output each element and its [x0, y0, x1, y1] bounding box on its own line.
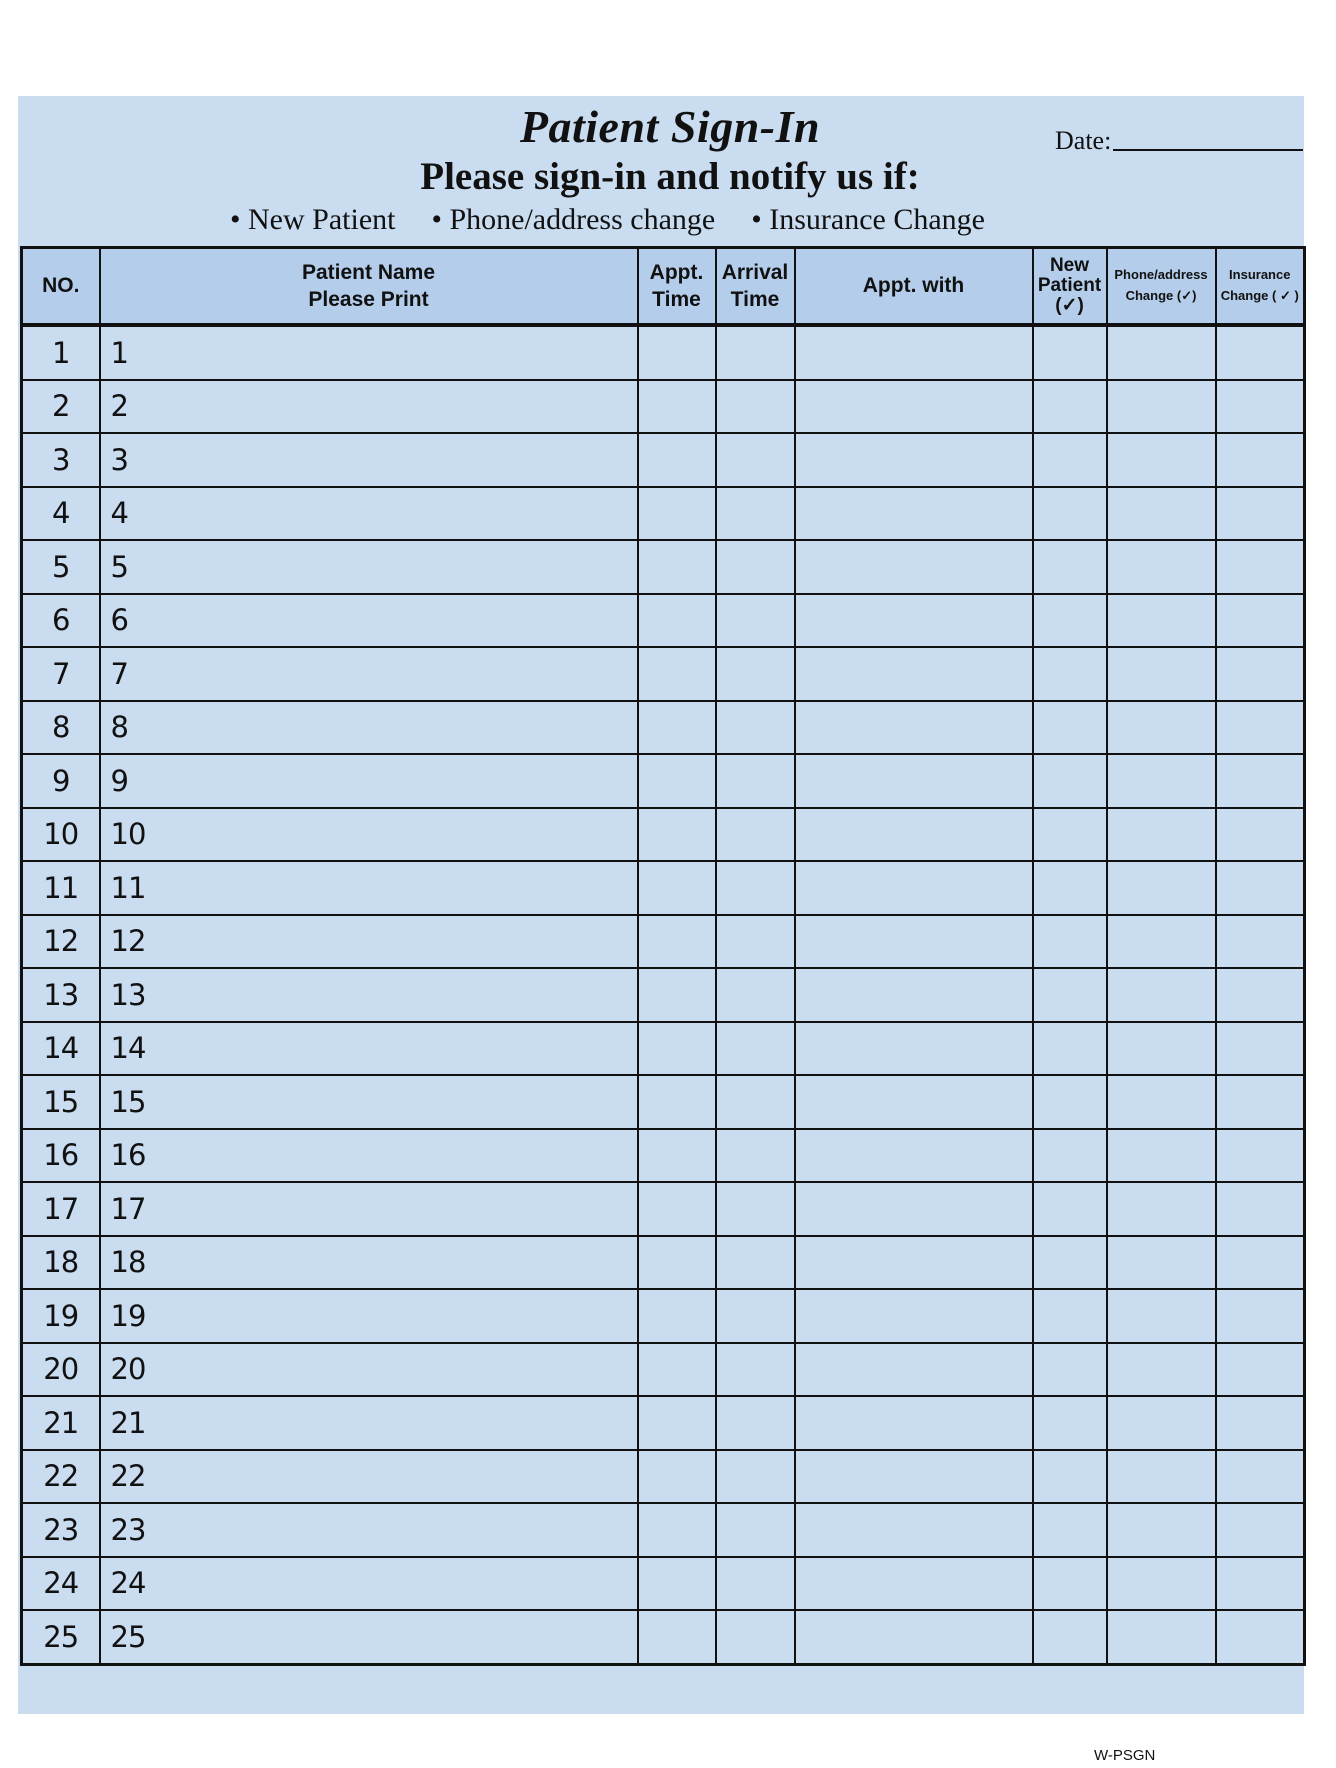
table-row — [22, 325, 1305, 380]
appt-with-field[interactable] — [795, 433, 1033, 487]
phone-address-change-checkbox[interactable] — [1107, 915, 1216, 969]
appt-time-field[interactable] — [638, 1182, 716, 1236]
insurance-change-checkbox[interactable] — [1216, 433, 1305, 487]
phone-address-change-checkbox[interactable] — [1107, 1182, 1216, 1236]
phone-address-change-checkbox[interactable] — [1107, 968, 1216, 1022]
arrival-time-field[interactable] — [716, 325, 795, 380]
phone-address-change-checkbox[interactable] — [1107, 1236, 1216, 1290]
row-number-cell: 25 — [22, 1610, 100, 1664]
table-row — [22, 808, 1305, 862]
row-number-cell: 13 — [22, 968, 100, 1022]
patient-name-field[interactable]: 9 — [100, 754, 638, 808]
appt-with-field[interactable] — [795, 968, 1033, 1022]
arrival-time-field[interactable] — [716, 487, 795, 541]
arrival-time-field[interactable] — [716, 754, 795, 808]
row-number-cell: 15 — [22, 1075, 100, 1129]
row-number-cell: 7 — [22, 647, 100, 701]
appt-time-field[interactable] — [638, 433, 716, 487]
row-number-cell: 21 — [22, 1396, 100, 1450]
row-number-cell: 4 — [22, 487, 100, 541]
row-number-cell: 5 — [22, 540, 100, 594]
patient-name-field[interactable]: 18 — [100, 1236, 638, 1290]
new-patient-checkbox[interactable] — [1033, 701, 1107, 755]
appt-with-field[interactable] — [795, 861, 1033, 915]
new-patient-checkbox[interactable] — [1033, 380, 1107, 434]
table-row — [22, 1022, 1305, 1076]
arrival-time-field[interactable] — [716, 701, 795, 755]
phone-address-change-checkbox[interactable] — [1107, 487, 1216, 541]
table-header-row — [22, 248, 1305, 326]
appt-time-field[interactable] — [638, 861, 716, 915]
insurance-change-checkbox[interactable] — [1216, 861, 1305, 915]
appt-with-field[interactable] — [795, 1396, 1033, 1450]
table-row — [22, 915, 1305, 969]
patient-name-field[interactable]: 14 — [100, 1022, 638, 1076]
appt-with-field[interactable] — [795, 1022, 1033, 1076]
insurance-change-checkbox[interactable] — [1216, 487, 1305, 541]
appt-time-field[interactable] — [638, 754, 716, 808]
table-row — [22, 1289, 1305, 1343]
row-number-cell: 6 — [22, 594, 100, 648]
column-header-new-patient: New Patient (✓) — [1033, 248, 1107, 326]
patient-name-field[interactable]: 11 — [100, 861, 638, 915]
table-row — [22, 1182, 1305, 1236]
phone-address-change-checkbox[interactable] — [1107, 1022, 1216, 1076]
phone-address-change-checkbox[interactable] — [1107, 701, 1216, 755]
appt-with-field[interactable] — [795, 1129, 1033, 1183]
row-number-cell: 18 — [22, 1236, 100, 1290]
row-number-cell: 16 — [22, 1129, 100, 1183]
row-number-cell: 23 — [22, 1503, 100, 1557]
appt-with-field[interactable] — [795, 808, 1033, 862]
table-row — [22, 1343, 1305, 1397]
arrival-time-field[interactable] — [716, 1450, 795, 1504]
new-patient-checkbox[interactable] — [1033, 1557, 1107, 1611]
insurance-change-checkbox[interactable] — [1216, 808, 1305, 862]
insurance-change-checkbox[interactable] — [1216, 1610, 1305, 1664]
table-row — [22, 647, 1305, 701]
appt-time-field[interactable] — [638, 380, 716, 434]
appt-with-field[interactable] — [795, 1610, 1033, 1664]
appt-time-field[interactable] — [638, 1557, 716, 1611]
appt-with-field[interactable] — [795, 1557, 1033, 1611]
phone-address-change-checkbox[interactable] — [1107, 1075, 1216, 1129]
phone-address-change-checkbox[interactable] — [1107, 1450, 1216, 1504]
phone-address-change-checkbox[interactable] — [1107, 1557, 1216, 1611]
patient-name-field[interactable]: 1 — [100, 325, 638, 380]
appt-with-field[interactable] — [795, 647, 1033, 701]
column-header-phone-address-change: Phone/address Change (✓) — [1107, 248, 1216, 326]
patient-name-field[interactable]: 22 — [100, 1450, 638, 1504]
appt-time-field[interactable] — [638, 701, 716, 755]
phone-address-change-checkbox[interactable] — [1107, 647, 1216, 701]
insurance-change-checkbox[interactable] — [1216, 1396, 1305, 1450]
table-row — [22, 1075, 1305, 1129]
new-patient-checkbox[interactable] — [1033, 1343, 1107, 1397]
new-patient-checkbox[interactable] — [1033, 1022, 1107, 1076]
table-row — [22, 1557, 1305, 1611]
row-number-cell: 24 — [22, 1557, 100, 1611]
appt-time-field[interactable] — [638, 1343, 716, 1397]
column-header-no: NO. — [22, 248, 100, 326]
phone-address-change-checkbox[interactable] — [1107, 1289, 1216, 1343]
date-field[interactable] — [1055, 126, 1303, 156]
appt-time-field[interactable] — [638, 1129, 716, 1183]
table-row — [22, 1129, 1305, 1183]
arrival-time-field[interactable] — [716, 1236, 795, 1290]
appt-time-field[interactable] — [638, 1289, 716, 1343]
arrival-time-field[interactable] — [716, 1396, 795, 1450]
insurance-change-checkbox[interactable] — [1216, 1503, 1305, 1557]
table-row — [22, 1450, 1305, 1504]
patient-name-field[interactable]: 15 — [100, 1075, 638, 1129]
arrival-time-field[interactable] — [716, 540, 795, 594]
appt-time-field[interactable] — [638, 540, 716, 594]
appt-with-field[interactable] — [795, 1236, 1033, 1290]
notify-item-phone-address: • Phone/address change — [431, 203, 716, 236]
phone-address-change-checkbox[interactable] — [1107, 380, 1216, 434]
phone-address-change-checkbox[interactable] — [1107, 594, 1216, 648]
appt-with-field[interactable] — [795, 594, 1033, 648]
patient-name-field[interactable]: 19 — [100, 1289, 638, 1343]
new-patient-checkbox[interactable] — [1033, 861, 1107, 915]
column-header-patient-name: Patient Name Please Print — [100, 248, 638, 326]
patient-name-field[interactable]: 10 — [100, 808, 638, 862]
row-number-cell: 8 — [22, 701, 100, 755]
column-header-insurance-change: Insurance Change ( ✓ ) — [1216, 248, 1305, 326]
appt-with-field[interactable] — [795, 1182, 1033, 1236]
new-patient-checkbox[interactable] — [1033, 915, 1107, 969]
insurance-change-checkbox[interactable] — [1216, 380, 1305, 434]
new-patient-checkbox[interactable] — [1033, 325, 1107, 380]
arrival-time-field[interactable] — [716, 647, 795, 701]
date-label: Date: — [1055, 126, 1112, 155]
new-patient-checkbox[interactable] — [1033, 594, 1107, 648]
arrival-time-field[interactable] — [716, 1075, 795, 1129]
appt-with-field[interactable] — [795, 701, 1033, 755]
row-number-cell: 11 — [22, 861, 100, 915]
new-patient-checkbox[interactable] — [1033, 1075, 1107, 1129]
patient-name-field[interactable]: 23 — [100, 1503, 638, 1557]
row-number-cell: 20 — [22, 1343, 100, 1397]
phone-address-change-checkbox[interactable] — [1107, 1610, 1216, 1664]
arrival-time-field[interactable] — [716, 968, 795, 1022]
notify-item-insurance: • Insurance Change — [751, 203, 985, 236]
appt-time-field[interactable] — [638, 325, 716, 380]
insurance-change-checkbox[interactable] — [1216, 594, 1305, 648]
column-header-appt-time: Appt. Time — [638, 248, 716, 326]
insurance-change-checkbox[interactable] — [1216, 647, 1305, 701]
table-row — [22, 701, 1305, 755]
insurance-change-checkbox[interactable] — [1216, 1129, 1305, 1183]
appt-time-field[interactable] — [638, 1396, 716, 1450]
arrival-time-field[interactable] — [716, 1182, 795, 1236]
table-row — [22, 861, 1305, 915]
patient-name-field[interactable]: 2 — [100, 380, 638, 434]
new-patient-checkbox[interactable] — [1033, 754, 1107, 808]
arrival-time-field[interactable] — [716, 915, 795, 969]
arrival-time-field[interactable] — [716, 1129, 795, 1183]
table-row — [22, 754, 1305, 808]
table-row — [22, 1396, 1305, 1450]
phone-address-change-checkbox[interactable] — [1107, 325, 1216, 380]
new-patient-checkbox[interactable] — [1033, 1129, 1107, 1183]
insurance-change-checkbox[interactable] — [1216, 915, 1305, 969]
appt-with-field[interactable] — [795, 540, 1033, 594]
arrival-time-field[interactable] — [716, 594, 795, 648]
appt-with-field[interactable] — [795, 1343, 1033, 1397]
new-patient-checkbox[interactable] — [1033, 647, 1107, 701]
patient-name-field[interactable]: 6 — [100, 594, 638, 648]
patient-name-field[interactable]: 12 — [100, 915, 638, 969]
sign-in-table — [20, 246, 1306, 1666]
appt-time-field[interactable] — [638, 594, 716, 648]
new-patient-checkbox[interactable] — [1033, 1503, 1107, 1557]
patient-name-field[interactable]: 4 — [100, 487, 638, 541]
table-row — [22, 1236, 1305, 1290]
patient-name-field[interactable]: 17 — [100, 1182, 638, 1236]
insurance-change-checkbox[interactable] — [1216, 1343, 1305, 1397]
table-row — [22, 433, 1305, 487]
new-patient-checkbox[interactable] — [1033, 968, 1107, 1022]
new-patient-checkbox[interactable] — [1033, 540, 1107, 594]
appt-time-field[interactable] — [638, 1450, 716, 1504]
appt-with-field[interactable] — [795, 915, 1033, 969]
appt-time-field[interactable] — [638, 1022, 716, 1076]
table-row — [22, 1503, 1305, 1557]
new-patient-checkbox[interactable] — [1033, 1289, 1107, 1343]
row-number-cell: 14 — [22, 1022, 100, 1076]
arrival-time-field[interactable] — [716, 1610, 795, 1664]
table-row — [22, 594, 1305, 648]
appt-with-field[interactable] — [795, 325, 1033, 380]
phone-address-change-checkbox[interactable] — [1107, 754, 1216, 808]
phone-address-change-checkbox[interactable] — [1107, 1503, 1216, 1557]
row-number-cell: 3 — [22, 433, 100, 487]
row-number-cell: 12 — [22, 915, 100, 969]
appt-with-field[interactable] — [795, 1503, 1033, 1557]
form-subtitle: Please sign-in and notify us if: — [420, 155, 920, 198]
table-row — [22, 1610, 1305, 1664]
row-number-cell: 17 — [22, 1182, 100, 1236]
patient-name-field[interactable]: 7 — [100, 647, 638, 701]
insurance-change-checkbox[interactable] — [1216, 325, 1305, 380]
row-number-cell: 10 — [22, 808, 100, 862]
notify-item-new-patient: • New Patient — [230, 203, 396, 236]
insurance-change-checkbox[interactable] — [1216, 1075, 1305, 1129]
arrival-time-field[interactable] — [716, 1557, 795, 1611]
patient-name-field[interactable]: 8 — [100, 701, 638, 755]
patient-name-field[interactable]: 3 — [100, 433, 638, 487]
arrival-time-field[interactable] — [716, 380, 795, 434]
row-number-cell: 19 — [22, 1289, 100, 1343]
phone-address-change-checkbox[interactable] — [1107, 1343, 1216, 1397]
date-input-line[interactable] — [1113, 149, 1303, 151]
phone-address-change-checkbox[interactable] — [1107, 540, 1216, 594]
insurance-change-checkbox[interactable] — [1216, 1557, 1305, 1611]
insurance-change-checkbox[interactable] — [1216, 754, 1305, 808]
appt-time-field[interactable] — [638, 915, 716, 969]
new-patient-checkbox[interactable] — [1033, 1610, 1107, 1664]
form-title: Patient Sign-In — [519, 101, 821, 152]
phone-address-change-checkbox[interactable] — [1107, 1129, 1216, 1183]
insurance-change-checkbox[interactable] — [1216, 1022, 1305, 1076]
insurance-change-checkbox[interactable] — [1216, 1182, 1305, 1236]
patient-name-field[interactable]: 21 — [100, 1396, 638, 1450]
table-row — [22, 380, 1305, 434]
appt-time-field[interactable] — [638, 1236, 716, 1290]
arrival-time-field[interactable] — [716, 1289, 795, 1343]
appt-time-field[interactable] — [638, 1610, 716, 1664]
form-code: W-PSGN — [1094, 1747, 1156, 1764]
arrival-time-field[interactable] — [716, 1503, 795, 1557]
appt-with-field[interactable] — [795, 487, 1033, 541]
insurance-change-checkbox[interactable] — [1216, 1236, 1305, 1290]
patient-name-field[interactable]: 25 — [100, 1610, 638, 1664]
appt-time-field[interactable] — [638, 1075, 716, 1129]
appt-time-field[interactable] — [638, 1503, 716, 1557]
new-patient-checkbox[interactable] — [1033, 433, 1107, 487]
arrival-time-field[interactable] — [716, 861, 795, 915]
new-patient-checkbox[interactable] — [1033, 808, 1107, 862]
phone-address-change-checkbox[interactable] — [1107, 1396, 1216, 1450]
patient-name-field[interactable]: 24 — [100, 1557, 638, 1611]
appt-time-field[interactable] — [638, 968, 716, 1022]
row-number-cell: 1 — [22, 325, 100, 380]
column-header-appt-with: Appt. with — [795, 248, 1033, 326]
insurance-change-checkbox[interactable] — [1216, 540, 1305, 594]
appt-time-field[interactable] — [638, 487, 716, 541]
phone-address-change-checkbox[interactable] — [1107, 808, 1216, 862]
row-number-cell: 22 — [22, 1450, 100, 1504]
insurance-change-checkbox[interactable] — [1216, 1450, 1305, 1504]
column-header-arrival-time: Arrival Time — [716, 248, 795, 326]
patient-name-field[interactable]: 13 — [100, 968, 638, 1022]
appt-with-field[interactable] — [795, 754, 1033, 808]
patient-name-field[interactable]: 5 — [100, 540, 638, 594]
arrival-time-field[interactable] — [716, 808, 795, 862]
row-number-cell: 9 — [22, 754, 100, 808]
new-patient-checkbox[interactable] — [1033, 1182, 1107, 1236]
new-patient-checkbox[interactable] — [1033, 1396, 1107, 1450]
table-row — [22, 487, 1305, 541]
patient-name-field[interactable]: 20 — [100, 1343, 638, 1397]
phone-address-change-checkbox[interactable] — [1107, 861, 1216, 915]
arrival-time-field[interactable] — [716, 1022, 795, 1076]
insurance-change-checkbox[interactable] — [1216, 1289, 1305, 1343]
insurance-change-checkbox[interactable] — [1216, 701, 1305, 755]
new-patient-checkbox[interactable] — [1033, 1450, 1107, 1504]
table-row — [22, 540, 1305, 594]
notify-list — [230, 203, 985, 237]
appt-with-field[interactable] — [795, 1075, 1033, 1129]
new-patient-checkbox[interactable] — [1033, 487, 1107, 541]
appt-with-field[interactable] — [795, 380, 1033, 434]
phone-address-change-checkbox[interactable] — [1107, 433, 1216, 487]
insurance-change-checkbox[interactable] — [1216, 968, 1305, 1022]
row-number-cell: 2 — [22, 380, 100, 434]
patient-name-field[interactable]: 16 — [100, 1129, 638, 1183]
appt-with-field[interactable] — [795, 1450, 1033, 1504]
appt-time-field[interactable] — [638, 647, 716, 701]
appt-with-field[interactable] — [795, 1289, 1033, 1343]
arrival-time-field[interactable] — [716, 1343, 795, 1397]
table-row — [22, 968, 1305, 1022]
new-patient-checkbox[interactable] — [1033, 1236, 1107, 1290]
arrival-time-field[interactable] — [716, 433, 795, 487]
appt-time-field[interactable] — [638, 808, 716, 862]
